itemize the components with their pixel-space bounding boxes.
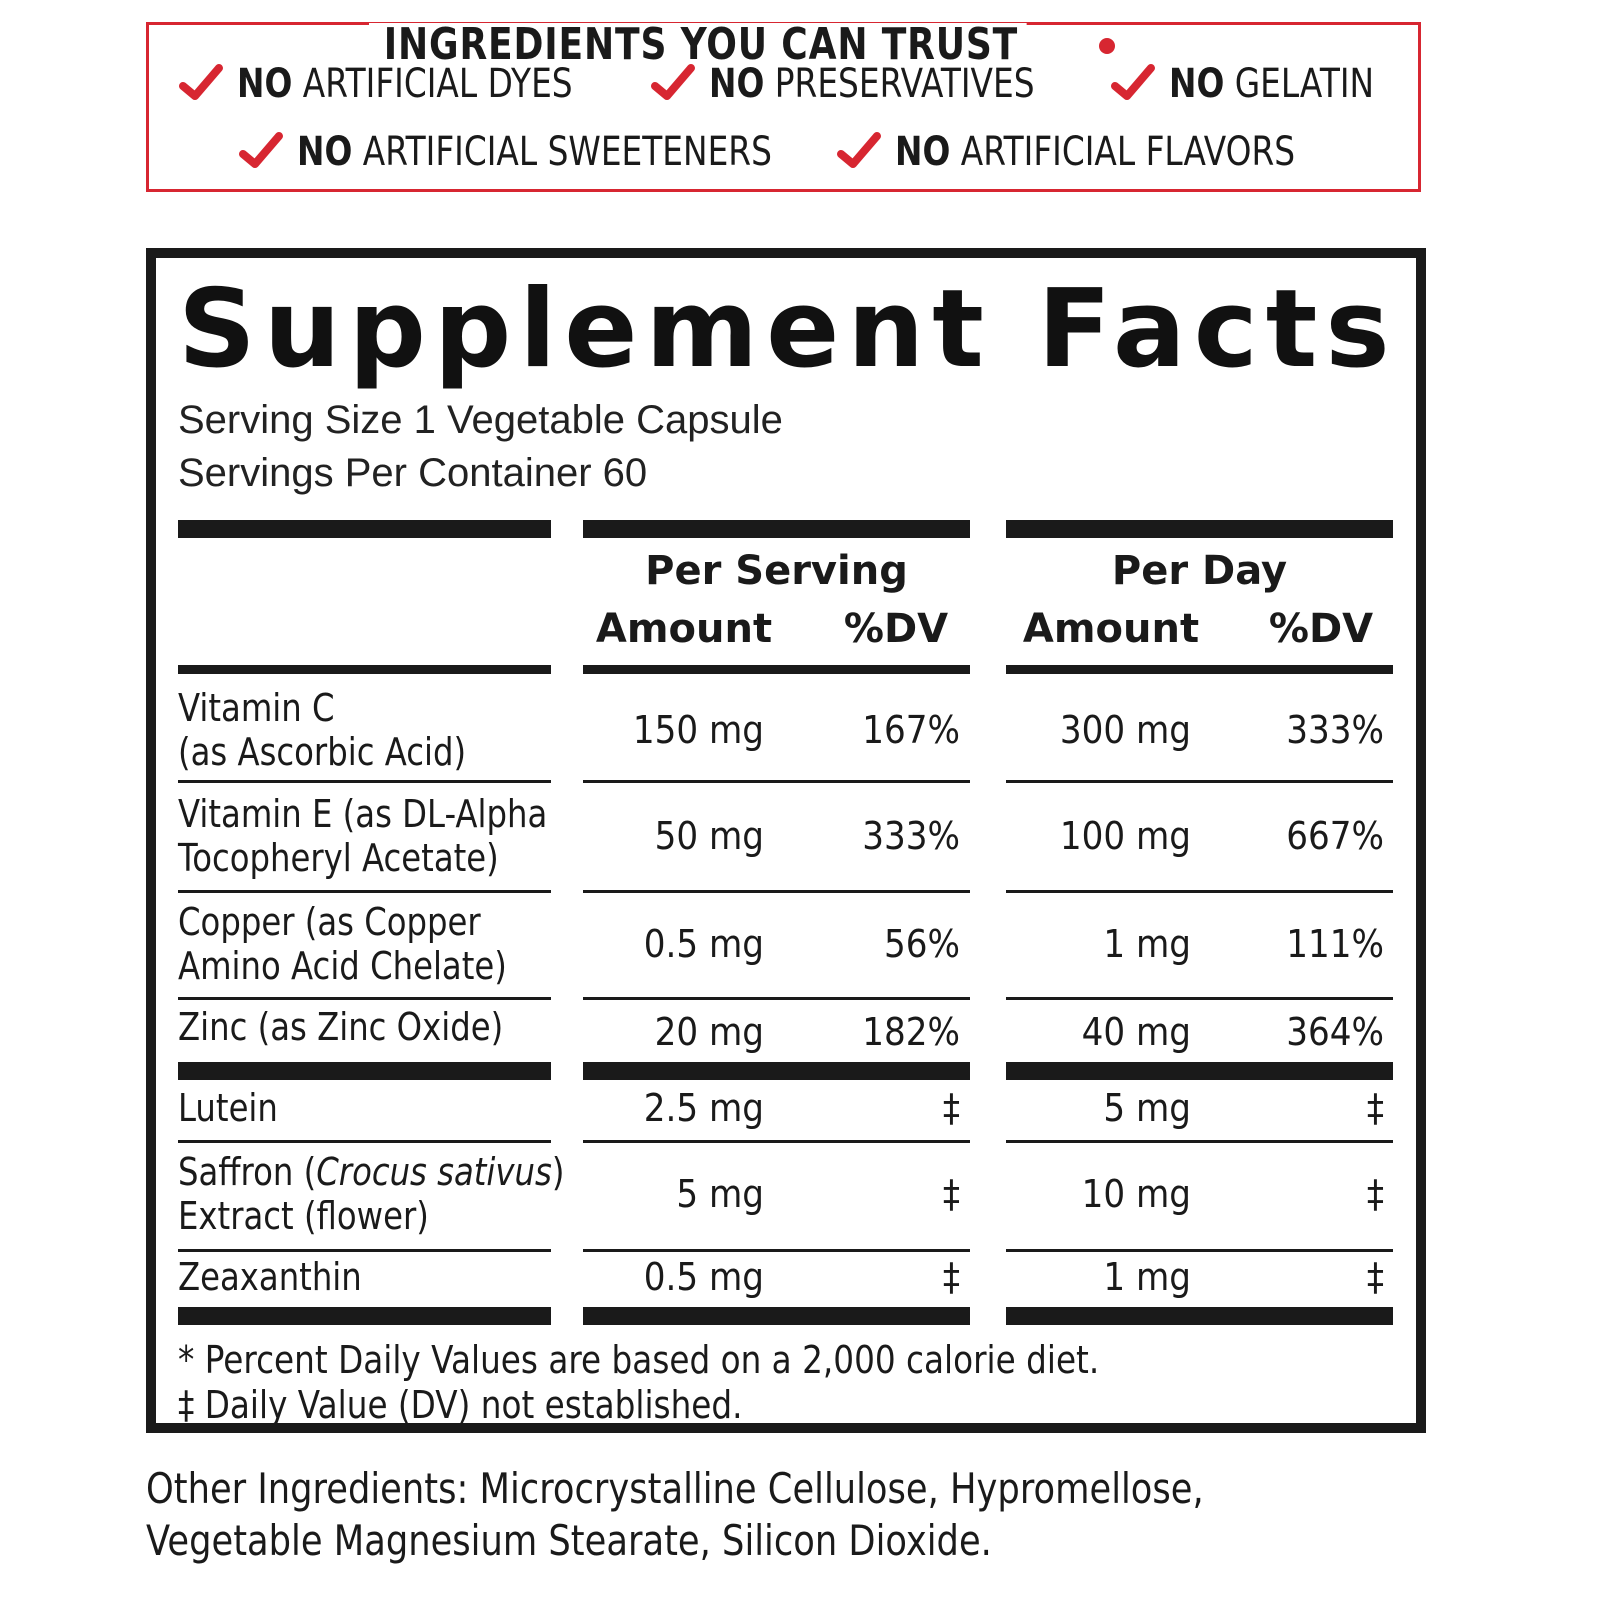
pd-dv: 364% xyxy=(1286,1010,1384,1054)
pd-dv: 333% xyxy=(1286,708,1384,752)
rule-top-per-day xyxy=(1006,520,1393,538)
header-per-day: Per Day xyxy=(1111,548,1288,594)
row-divider xyxy=(583,780,970,783)
checkmark-icon xyxy=(239,130,283,174)
pd-amount: 300 mg xyxy=(1059,708,1191,752)
row-divider xyxy=(1006,890,1393,893)
ps-dv: ‡ xyxy=(942,1172,960,1216)
rule-bottom xyxy=(178,1307,551,1325)
section-divider xyxy=(583,1062,970,1080)
checkmark-icon xyxy=(179,62,223,106)
pd-amount: 1 mg xyxy=(1103,922,1191,966)
ps-amount: 0.5 mg xyxy=(643,922,764,966)
other-ingredients-line2: Vegetable Magnesium Stearate, Silicon Dioxide. xyxy=(146,1516,992,1565)
row-divider xyxy=(1006,1140,1393,1143)
claim-label: ARTIFICIAL DYES xyxy=(292,61,573,107)
pd-amount: 5 mg xyxy=(1103,1086,1191,1130)
claim-no-preservatives xyxy=(651,59,1106,109)
pd-amount: 1 mg xyxy=(1103,1255,1191,1299)
footnote-dv-not-established: ‡ Daily Value (DV) not established. xyxy=(178,1383,743,1427)
trust-title-dot xyxy=(1099,38,1115,54)
nutrient-name: Saffron (Crocus sativus) Extract (flower) xyxy=(178,1150,565,1238)
nutrient-name: Lutein xyxy=(178,1086,278,1130)
header-pd-dv: %DV xyxy=(1268,606,1374,652)
ps-dv: 182% xyxy=(862,1010,960,1054)
row-divider xyxy=(178,1140,551,1143)
row-divider xyxy=(178,997,551,1000)
rule-top-name xyxy=(178,520,551,538)
checkmark-icon xyxy=(837,130,881,174)
footnote-percent-dv: * Percent Daily Values are based on a 2,000 calorie diet. xyxy=(178,1338,1100,1382)
nutrient-name: Vitamin E (as DL-Alpha Tocopheryl Acetate) xyxy=(178,792,548,880)
claim-label: ARTIFICIAL SWEETENERS xyxy=(352,129,772,175)
ps-amount: 0.5 mg xyxy=(643,1255,764,1299)
nutrient-name: Zeaxanthin xyxy=(178,1255,362,1299)
row-divider xyxy=(1006,780,1393,783)
header-per-serving: Per Serving xyxy=(645,548,908,594)
row-divider xyxy=(583,890,970,893)
ps-dv: ‡ xyxy=(942,1255,960,1299)
header-pd-amount: Amount xyxy=(1022,606,1200,652)
ps-amount: 5 mg xyxy=(676,1172,764,1216)
row-divider xyxy=(583,997,970,1000)
claim-prefix: NO xyxy=(709,61,765,107)
rule-header-ps xyxy=(583,665,970,674)
pd-dv: ‡ xyxy=(1366,1255,1384,1299)
ps-amount: 150 mg xyxy=(632,708,764,752)
trust-title: INGREDIENTS YOU CAN TRUST xyxy=(369,23,1026,73)
claim-no-artificial-flavors xyxy=(837,127,1383,177)
checkmark-icon xyxy=(651,62,695,106)
rule-header-pd xyxy=(1006,665,1393,674)
claim-label: PRESERVATIVES xyxy=(764,61,1035,107)
pd-dv: 667% xyxy=(1286,814,1384,858)
rule-header-name xyxy=(178,665,551,674)
pd-dv: ‡ xyxy=(1366,1086,1384,1130)
ps-amount: 20 mg xyxy=(654,1010,764,1054)
header-ps-dv: %DV xyxy=(843,606,949,652)
claim-no-gelatin xyxy=(1111,59,1419,109)
nutrient-name: Copper (as Copper Amino Acid Chelate) xyxy=(178,900,507,988)
nutrient-name: Vitamin C (as Ascorbic Acid) xyxy=(178,686,467,774)
other-ingredients xyxy=(146,1463,1204,1567)
claim-no-artificial-sweeteners xyxy=(239,127,876,177)
ps-amount: 50 mg xyxy=(654,814,764,858)
rule-top-per-serving xyxy=(583,520,970,538)
claim-label: GELATIN xyxy=(1224,61,1375,107)
row-divider xyxy=(178,890,551,893)
header-ps-amount: Amount xyxy=(595,606,773,652)
ps-amount: 2.5 mg xyxy=(643,1086,764,1130)
claim-prefix: NO xyxy=(297,129,353,175)
rule-bottom xyxy=(583,1307,970,1325)
nutrient-name: Zinc (as Zinc Oxide) xyxy=(178,1005,504,1049)
servings-per-container: Servings Per Container 60 xyxy=(178,451,648,495)
section-divider xyxy=(178,1062,551,1080)
supplement-facts-panel xyxy=(146,248,1426,1433)
claim-prefix: NO xyxy=(895,129,951,175)
ingredients-trust-box xyxy=(146,19,1421,192)
rule-bottom xyxy=(1006,1307,1393,1325)
serving-size: Serving Size 1 Vegetable Capsule xyxy=(178,398,783,442)
other-ingredients-line1: Other Ingredients: Microcrystalline Cellulose, Hypromellose, xyxy=(146,1464,1204,1513)
claim-prefix: NO xyxy=(237,61,293,107)
claim-label: ARTIFICIAL FLAVORS xyxy=(950,129,1296,175)
pd-dv: ‡ xyxy=(1366,1172,1384,1216)
ps-dv: 333% xyxy=(862,814,960,858)
row-divider xyxy=(583,1249,970,1252)
claim-prefix: NO xyxy=(1169,61,1225,107)
row-divider xyxy=(178,1249,551,1252)
row-divider xyxy=(1006,997,1393,1000)
facts-title: Supplement Facts xyxy=(178,267,1398,392)
row-divider xyxy=(178,780,551,783)
pd-dv: 111% xyxy=(1286,922,1384,966)
row-divider xyxy=(583,1140,970,1143)
claim-no-artificial-dyes xyxy=(179,59,646,109)
row-divider xyxy=(1006,1249,1393,1252)
pd-amount: 40 mg xyxy=(1081,1010,1191,1054)
section-divider xyxy=(1006,1062,1393,1080)
pd-amount: 10 mg xyxy=(1081,1172,1191,1216)
ps-dv: 56% xyxy=(883,922,960,966)
ps-dv: ‡ xyxy=(942,1086,960,1130)
ps-dv: 167% xyxy=(862,708,960,752)
pd-amount: 100 mg xyxy=(1059,814,1191,858)
checkmark-icon xyxy=(1111,62,1155,106)
